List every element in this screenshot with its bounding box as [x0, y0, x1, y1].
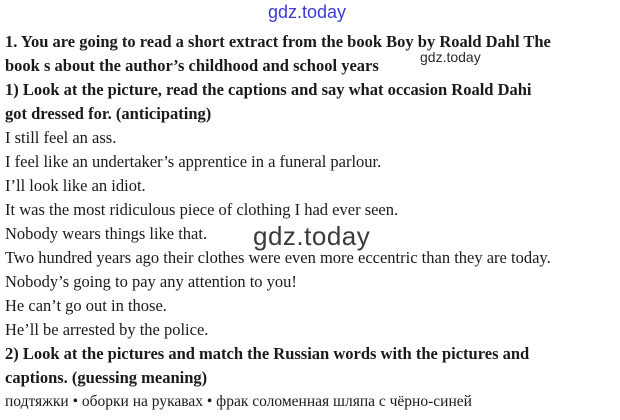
task2-line1: 2) Look at the pictures and match the Russian words with the pictures and	[5, 344, 530, 363]
task1-line2: book s about the author’s childhood and school years	[5, 56, 379, 75]
caption-8: He can’t go out in those.	[5, 296, 167, 315]
task1-line1: 1. You are going to read a short extract from the book Boy by Roald Dahl The	[5, 32, 551, 51]
task1-1-line2: got dressed for. (anticipating)	[5, 104, 212, 123]
caption-1: I still feel an ass.	[5, 128, 117, 147]
caption-6: Two hundred years ago their clothes were even more eccentric than they are today.	[5, 248, 551, 267]
watermark-inline: gdz.today	[420, 49, 481, 65]
caption-9: He’ll be arrested by the police.	[5, 320, 209, 339]
watermark-top: gdz.today	[268, 2, 347, 22]
caption-7: Nobody’s going to pay any attention to you!	[5, 272, 297, 291]
caption-3: I’ll look like an idiot.	[5, 176, 146, 195]
watermark-center: gdz.today	[253, 221, 371, 251]
task2-line2: captions. (guessing meaning)	[5, 368, 208, 387]
caption-4: It was the most ridiculous piece of clothing I had ever seen.	[5, 200, 399, 219]
russian-words: подтяжки • оборки на рукавах • фрак соломенная шляпа с чёрно-синей	[5, 393, 472, 410]
caption-5: Nobody wears things like that.	[5, 224, 208, 243]
task1-1-line1: 1) Look at the picture, read the captions and say what occasion Roald Dahi	[5, 80, 532, 99]
caption-2: I feel like an undertaker’s apprentice in a funeral parlour.	[5, 152, 382, 171]
